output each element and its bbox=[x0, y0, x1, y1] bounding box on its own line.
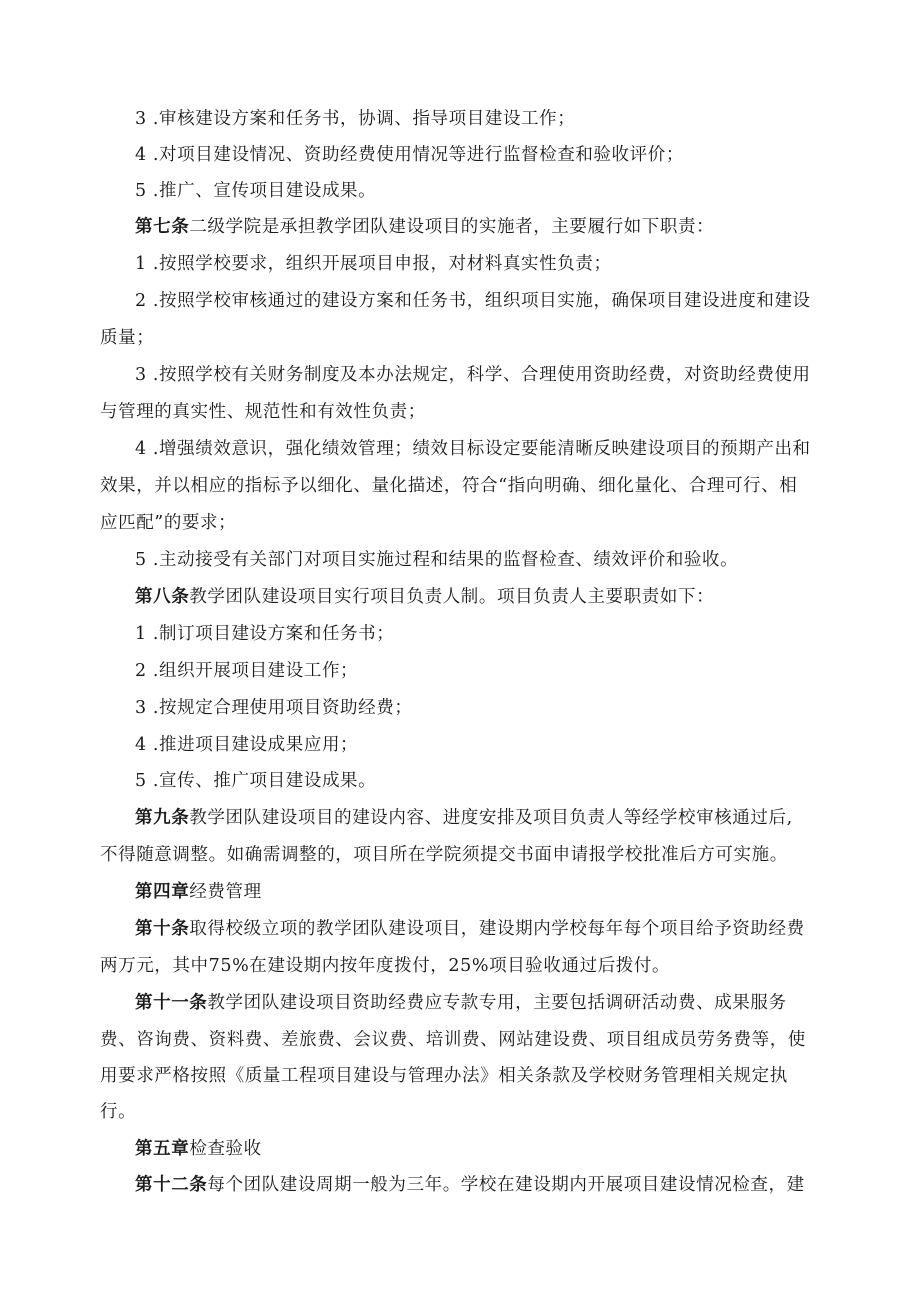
line-text: 3 .按规定合理使用项目资助经费； bbox=[135, 698, 413, 718]
line-text: 教学团队建设项目资助经费应专款专用，主要包括调研活动费、成果服务 bbox=[207, 993, 787, 1013]
line-text: 不得随意调整。如确需调整的，项目所在学院须提交书面申请报学校批准后方可实施。 bbox=[100, 845, 788, 865]
line-text: 质量； bbox=[100, 328, 155, 348]
line-text: 二级学院是承担教学团队建设项目的实施者，主要履行如下职责： bbox=[189, 217, 715, 237]
list-item bbox=[135, 769, 376, 793]
list-item bbox=[135, 179, 376, 203]
list-item bbox=[135, 437, 811, 461]
article-paragraph bbox=[135, 585, 714, 609]
line-text: 1 .按照学校要求，组织开展项目申报，对材料真实性负责； bbox=[135, 254, 612, 274]
line-text: 效果，并以相应的指标予以细化、量化描述，符合“指向明确、细化量化、合理可行、相 bbox=[100, 476, 798, 496]
line-text: 5 .主动接受有关部门对项目实施过程和结果的监督检查、绩效评价和验收。 bbox=[135, 550, 739, 570]
article-heading: 第九条 bbox=[135, 808, 190, 828]
paragraph-continuation bbox=[100, 1064, 788, 1088]
line-text: 2 .按照学校审核通过的建设方案和任务书，组织项目实施，确保项目建设进度和建设 bbox=[135, 291, 811, 311]
chapter-number: 第四章 bbox=[135, 882, 190, 902]
list-item bbox=[135, 289, 811, 313]
list-item bbox=[135, 659, 358, 683]
line-text: 费、咨询费、资料费、差旅费、会议费、培训费、网站建设费、项目组成员劳务费等，使 bbox=[100, 1030, 806, 1050]
paragraph-continuation bbox=[100, 474, 797, 498]
chapter-title: 检查验收 bbox=[189, 1139, 262, 1159]
line-text: 行。 bbox=[100, 1102, 137, 1122]
paragraph-continuation bbox=[100, 1100, 136, 1124]
article-paragraph bbox=[135, 806, 793, 830]
line-text: 每个团队建设周期一般为三年。学校在建设期内开展项目建设情况检查，建 bbox=[207, 1175, 805, 1195]
list-item bbox=[135, 363, 811, 387]
line-text: 教学团队建设项目实行项目负责人制。项目负责人主要职责如下： bbox=[189, 587, 715, 607]
paragraph-continuation bbox=[100, 400, 426, 424]
paragraph-continuation bbox=[100, 511, 236, 535]
paragraph-continuation bbox=[100, 954, 670, 978]
list-item bbox=[135, 733, 358, 757]
article-heading: 第八条 bbox=[135, 587, 190, 607]
line-text: 4 .增强绩效意识，强化绩效管理；绩效目标设定要能清晰反映建设项目的预期产出和 bbox=[135, 439, 811, 459]
chapter-number: 第五章 bbox=[135, 1139, 190, 1159]
article-paragraph bbox=[135, 991, 787, 1015]
paragraph-continuation bbox=[100, 843, 788, 867]
line-text: 3 .按照学校有关财务制度及本办法规定，科学、合理使用资助经费，对资助经费使用 bbox=[135, 365, 811, 385]
list-item bbox=[135, 143, 684, 167]
article-heading: 第十一条 bbox=[135, 993, 208, 1013]
paragraph-continuation bbox=[100, 326, 154, 350]
line-text: 应匹配”的要求； bbox=[100, 513, 237, 533]
line-text: 4 .推进项目建设成果应用； bbox=[135, 735, 359, 755]
line-text: 取得校级立项的教学团队建设项目，建设期内学校每年每个项目给予资助经费 bbox=[189, 919, 805, 939]
line-text: 两万元，其中75%在建设期内按年度拨付，25%项目验收通过后拨付。 bbox=[100, 956, 671, 976]
paragraph-continuation bbox=[100, 1028, 806, 1052]
list-item bbox=[135, 622, 394, 646]
line-text: 教学团队建设项目的建设内容、进度安排及项目负责人等经学校审核通过后, bbox=[189, 808, 793, 828]
line-text: 与管理的真实性、规范性和有效性负责； bbox=[100, 402, 426, 422]
list-item bbox=[135, 107, 575, 131]
line-text: 3 .审核建设方案和任务书，协调、指导项目建设工作； bbox=[135, 109, 576, 129]
line-text: 用要求严格按照《质量工程项目建设与管理办法》相关条款及学校财务管理相关规定执 bbox=[100, 1066, 788, 1086]
list-item bbox=[135, 252, 612, 276]
chapter-heading bbox=[135, 1137, 262, 1161]
list-item bbox=[135, 548, 738, 572]
chapter-heading bbox=[135, 880, 262, 904]
article-paragraph bbox=[135, 917, 805, 941]
list-item bbox=[135, 696, 412, 720]
article-heading: 第十条 bbox=[135, 919, 190, 939]
line-text: 5 .宣传、推广项目建设成果。 bbox=[135, 771, 377, 791]
line-text: 1 .制订项目建设方案和任务书； bbox=[135, 624, 395, 644]
article-heading: 第十二条 bbox=[135, 1175, 208, 1195]
article-paragraph bbox=[135, 215, 714, 239]
chapter-title: 经费管理 bbox=[189, 882, 262, 902]
line-text: 4 .对项目建设情况、资助经费使用情况等进行监督检查和验收评价； bbox=[135, 145, 684, 165]
line-text: 5 .推广、宣传项目建设成果。 bbox=[135, 181, 377, 201]
article-heading: 第七条 bbox=[135, 217, 190, 237]
article-paragraph bbox=[135, 1173, 805, 1197]
line-text: 2 .组织开展项目建设工作； bbox=[135, 661, 359, 681]
